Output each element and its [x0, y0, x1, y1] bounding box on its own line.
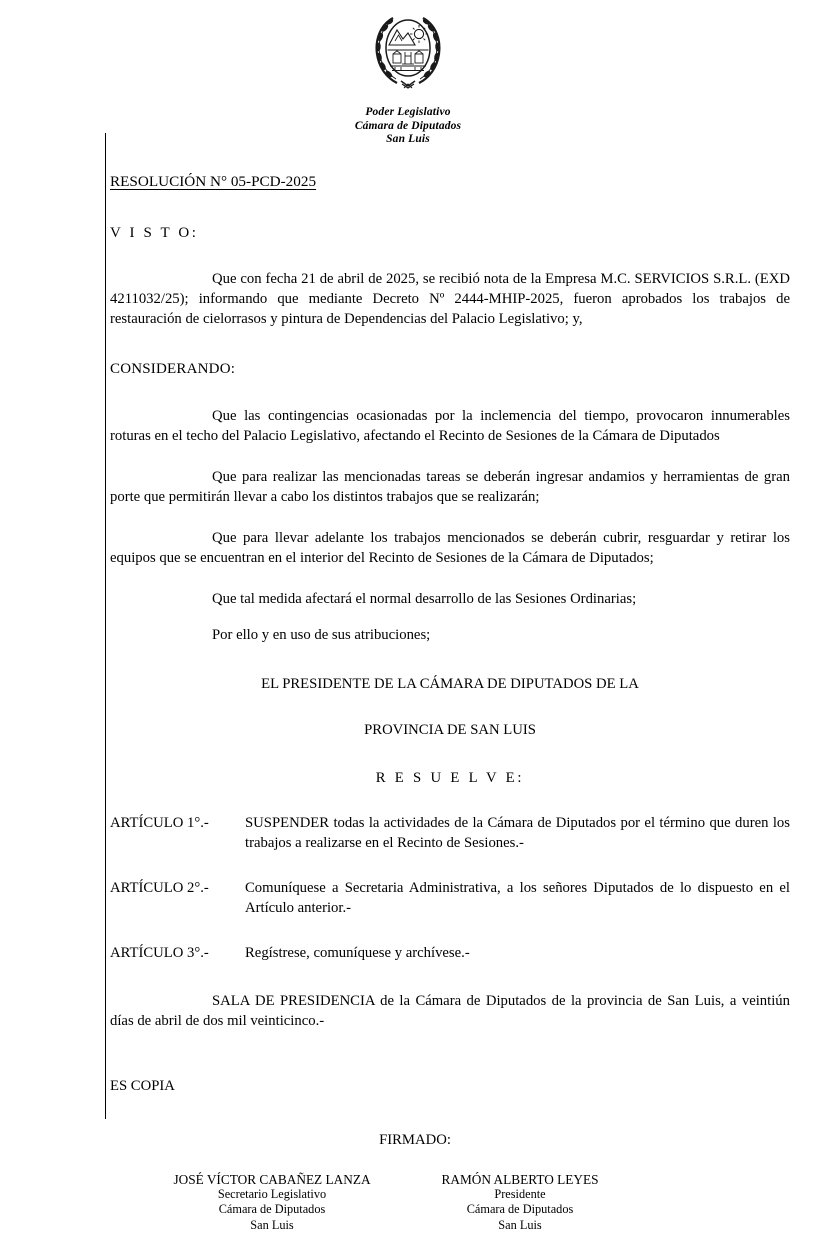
article-2-label: ARTÍCULO 2°.-: [110, 880, 209, 896]
signature-secretary-role: Secretario Legislativo: [217, 1187, 327, 1202]
signature-secretary: [148, 1172, 396, 1233]
signature-secretary-name: JOSÉ VÍCTOR CABAÑEZ LANZA: [173, 1172, 371, 1187]
article-2-text: Comuníquese a Secretaria Administrativa, a los señores Diputados de lo dispuesto en el Artículo anterior.-: [245, 880, 790, 916]
left-margin-rule: [105, 133, 106, 1119]
article-3: [110, 943, 790, 963]
considerando-label: CONSIDERANDO:: [110, 361, 236, 377]
signature-president-role: Presidente: [494, 1187, 546, 1202]
document-body: [110, 160, 790, 1233]
page-title-wrap: [110, 160, 790, 193]
article-3-text: Regístrese, comuníquese y archívese.-: [245, 945, 470, 961]
letterhead-line-3: San Luis: [386, 133, 430, 145]
authority-line-1: EL PRESIDENTE DE LA CÁMARA DE DIPUTADOS DE LA: [261, 675, 639, 692]
resuelve-label: R E S U E L V E:: [375, 769, 525, 786]
article-1-text: SUSPENDER todas la actividades de la Cámara de Diputados por el término que duren los trabajos a realizarse en el Recinto de Sesiones.-: [245, 815, 790, 851]
san-luis-coat-of-arms-icon: [371, 8, 445, 92]
signature-president: [396, 1172, 644, 1233]
article-3-label: ARTÍCULO 3°.-: [110, 945, 209, 961]
visto-paragraph: Que con fecha 21 de abril de 2025, se recibió nota de la Empresa M.C. SERVICIOS S.R.L. (EXD 4211032/25); informando que mediante Decreto Nº 2444-MHIP-2025, fueron aprobados los trabajos de restauración de cielorrasos y pintura de Dependencias del Palacio Legislativo; y,: [110, 271, 790, 327]
signature-block: [110, 1172, 790, 1233]
letterhead-line-1: Poder Legislativo: [365, 106, 451, 118]
signature-president-body: Cámara de Diputados: [466, 1202, 574, 1217]
considerando-paragraph-5: Por ello y en uso de sus atribuciones;: [212, 626, 431, 643]
closing-paragraph: SALA DE PRESIDENCIA de la Cámara de Diputados de la provincia de San Luis, a veintiún días de abril de dos mil veinticinco.-: [110, 993, 790, 1029]
considerando-paragraph-3: Que para llevar adelante los trabajos mencionados se deberán cubrir, resguardar y retirar los equipos que se encuentran en el interior del Recinto de Sesiones de la Cámara de Diputados;: [110, 529, 790, 566]
considerando-paragraph-1: Que las contingencias ocasionadas por la inclemencia del tiempo, provocaron innumerables roturas en el techo del Palacio Legislativo, afectando el Recinto de Sesiones de la Cámara de Diputados: [110, 407, 790, 444]
signature-secretary-place: San Luis: [250, 1217, 294, 1232]
letterhead-text: [0, 106, 816, 147]
es-copia-label: ES COPIA: [110, 1078, 175, 1094]
letterhead-line-2: Cámara de Diputados: [354, 119, 462, 132]
considerando-paragraph-4: Que tal medida afectará el normal desarrollo de las Sesiones Ordinarias;: [212, 590, 637, 607]
signature-president-place: San Luis: [498, 1217, 542, 1232]
article-1-label: ARTÍCULO 1°.-: [110, 815, 209, 831]
considerando-paragraph-2: Que para realizar las mencionadas tareas se deberán ingresar andamios y herramientas de gran porte que permitirán llevar a cabo los distintos trabajos que se realizarán;: [110, 468, 790, 505]
authority-line-2: PROVINCIA DE SAN LUIS: [364, 722, 536, 738]
page-title: RESOLUCIÓN N° 05-PCD-2025: [110, 173, 317, 190]
signature-secretary-body: Cámara de Diputados: [218, 1202, 326, 1217]
signature-president-name: RAMÓN ALBERTO LEYES: [441, 1172, 599, 1187]
article-2: [110, 878, 790, 918]
letterhead: [0, 0, 816, 147]
firmado-label: FIRMADO:: [379, 1131, 451, 1148]
article-1: [110, 813, 790, 853]
visto-label: V I S T O:: [110, 224, 199, 241]
